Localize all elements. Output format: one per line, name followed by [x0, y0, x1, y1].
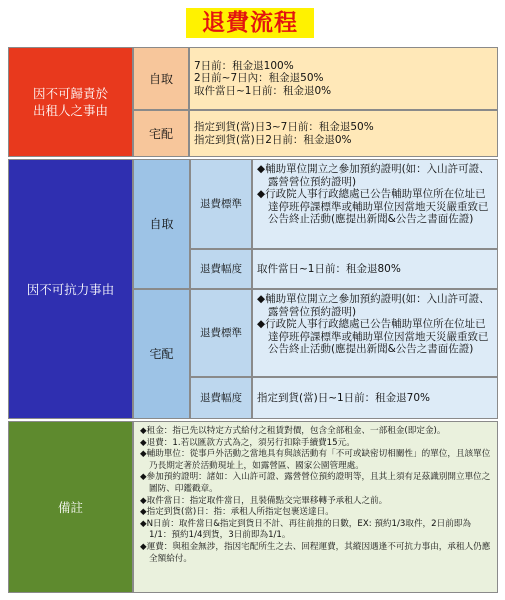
range-label-text: 退費幅度 — [200, 262, 242, 275]
range-text: 指定到貨(當)日~1日前：租金退70% — [257, 391, 431, 404]
note-item: ◆運費：與租金無涉，指因宅配所生之去、回程運費，其縱因遇逢不可抗力事由，承租人仍應全額給付。 — [140, 541, 491, 564]
note-item: ◆參加預約證明：諸如：入山許可證、露營營位預約證明等，且其上須有足茲識別開立單位之圖防、印鑑戳章。 — [140, 472, 491, 494]
section2-self-standard-content — [252, 159, 498, 249]
section1-label-line1: 因不可歸責於 — [32, 86, 108, 101]
standard-bullet: ◆輔助單位開立之參加預約證明(如：入山許可證、露營營位預約證明) — [257, 163, 490, 188]
refund-line: 2日前~7日內：租金退50% — [194, 72, 324, 85]
note-item: ◆輔助單位：從事戶外活動之當地具有與該活動有「不可或缺密切相關性」的單位，且該單位乃長期定著於活動現址上，如露營區、國家公園管理處。 — [140, 449, 491, 471]
section2-delivery-label — [133, 289, 190, 419]
section2-delivery-standard-content — [252, 289, 498, 377]
section2-self-standard-label — [190, 159, 252, 249]
note-item: ◆租金：指已先以特定方式給付之租賃對價，包含全部租金、一部租金(即定金)。 — [140, 426, 446, 436]
section1-self-pickup-content — [189, 47, 498, 110]
delivery-text: 宅配 — [148, 126, 173, 141]
range-label-text: 退費幅度 — [200, 391, 242, 404]
section2-self-range-content — [252, 249, 498, 289]
page-title: 退費流程 — [186, 8, 314, 38]
standard-bullet: ◆行政院人事行政總處已公告輔助單位所在位址已達停班停課標準或輔助單位因當地天災嚴重致已公告終止活動(應提出新聞&公告之書面佐證) — [257, 188, 489, 225]
self-pickup-text: 自取 — [149, 217, 174, 231]
notes-label — [8, 421, 133, 593]
section2-self-pickup-label — [133, 159, 190, 289]
standard-bullet: ◆行政院人事行政總處已公告輔助單位所在位址已達停班停課標準或輔助單位因當地天災嚴重致已公告終止活動(應提出新聞&公告之書面佐證) — [257, 318, 489, 355]
section2-self-range-label — [190, 249, 252, 289]
standard-label-text: 退費標準 — [200, 326, 242, 339]
refund-line: 指定到貨(當)日3~7日前：租金退50% — [194, 121, 374, 133]
note-item: ◆退費：1.若以匯款方式為之，須另行扣除手續費15元。 — [140, 437, 355, 448]
section1-self-pickup-label — [133, 47, 189, 110]
standard-bullet: ◆輔助單位開立之參加預約證明(如：入山許可證、露營營位預約證明) — [257, 293, 490, 318]
delivery-text: 宅配 — [149, 347, 174, 361]
section2-delivery-range-label — [190, 377, 252, 419]
note-item: ◆N日前：取件當日&指定到貨日不計、再往前推的日數，EX: 預約1/3取件，2日前即為1/1：預約1/4到貨，3日前即為1/1。 — [140, 518, 471, 541]
note-item: ◆指定到貨(當)日：指：承租人所指定包裹送達日。 — [140, 507, 334, 518]
section2-delivery-standard-label — [190, 289, 252, 377]
note-item: ◆取件當日：指定取件當日，且裝備點交完畢移轉予承租人之前。 — [140, 495, 388, 506]
refund-line: 取件當日~1日前：租金退0% — [194, 84, 332, 97]
range-text: 取件當日~1日前：租金退80% — [257, 262, 401, 275]
section1-label-line2: 出租人之事由 — [32, 103, 108, 118]
section2-label — [8, 159, 133, 419]
section2-delivery-range-content — [252, 377, 498, 419]
notes-label-text: 備註 — [57, 499, 83, 515]
refund-line: 指定到貨(當)日2日前：租金退0% — [194, 133, 352, 146]
section2-label-text: 因不可抗力事由 — [26, 281, 115, 297]
title-area — [0, 0, 505, 46]
section1-label — [8, 47, 133, 157]
standard-label-text: 退費標準 — [200, 197, 242, 210]
self-pickup-text: 自取 — [148, 71, 173, 86]
section1-delivery-content — [189, 110, 498, 157]
refund-line: 7日前：租金退100% — [194, 59, 294, 72]
notes-content — [133, 421, 498, 593]
section1-delivery-label — [133, 110, 189, 157]
